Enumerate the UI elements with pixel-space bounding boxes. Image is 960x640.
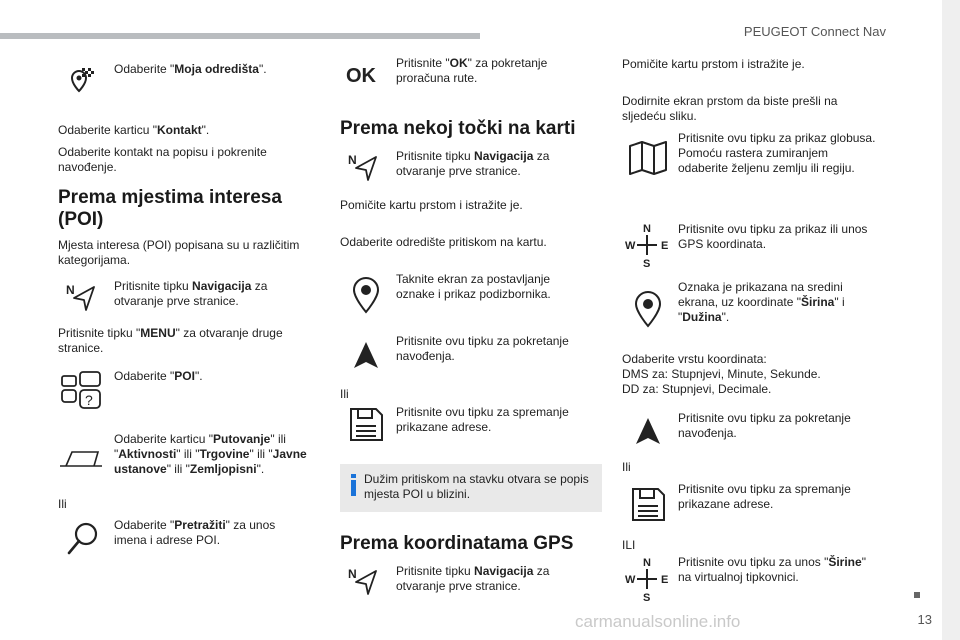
text-odaberite-odrediste: Odaberite odredište pritiskom na kartu. xyxy=(340,235,547,249)
navigation-icon xyxy=(62,278,102,318)
compass-icon xyxy=(624,222,670,268)
end-marker xyxy=(914,592,920,598)
text-ili-4: ILI xyxy=(622,538,636,552)
text-oznaka: Oznaka je prikazana na sredini ekrana, uz koordinate "Širina" i "Dužina". xyxy=(678,280,845,324)
watermark: carmanualsonline.info xyxy=(575,612,741,631)
header-title: PEUGEOT Connect Nav xyxy=(743,24,886,39)
text-gps-koordinate: Pritisnite ovu tipku za prikaz ili unos GPS koordinata. xyxy=(678,222,868,251)
text-taknite: Taknite ekran za postavljanje oznake i prikaz podizbornika. xyxy=(396,272,551,301)
svg-text:N: N xyxy=(643,223,651,235)
svg-text:S: S xyxy=(643,592,651,602)
text-poi: Odaberite "POI". xyxy=(114,369,203,383)
heading-tocka-karta: Prema nekoj točki na karti xyxy=(340,118,576,139)
text-pretraziti: Odaberite "Pretražiti" za unos imena i adrese POI. xyxy=(114,518,276,547)
text-pomicite-2: Pomičite kartu prstom i istražite je. xyxy=(622,57,805,71)
text-spremanje-2: Pritisnite ovu tipku za spremanje prikazane adrese. xyxy=(678,482,851,511)
text-odaberite-kontakt: Odaberite kontakt na popisu i pokrenite navođenje. xyxy=(58,145,267,174)
compass-icon xyxy=(624,556,670,602)
text-dodirnite: Dodirnite ekran prstom da biste prešli na sljedeću sliku. xyxy=(622,94,838,123)
map-globe-icon xyxy=(626,138,670,178)
svg-text:W: W xyxy=(625,574,636,586)
text-ok: Pritisnite "OK" za pokretanje proračuna rute. xyxy=(396,56,548,85)
svg-text:N: N xyxy=(643,557,651,569)
svg-text:N: N xyxy=(348,153,357,167)
text-sirine: Pritisnite ovu tipku za unos "Širine" na virtualnoj tipkovnici. xyxy=(678,555,866,584)
text-ili-1: Ili xyxy=(58,497,67,511)
heading-poi: Prema mjestima interesa (POI) xyxy=(58,187,282,230)
info-note-text: Dužim pritiskom na stavku otvara se popis mjesta POI u blizini. xyxy=(364,472,589,501)
ok-icon xyxy=(342,56,388,96)
text-navigacija-1: Pritisnite tipku Navigacija za otvaranje prve stranice. xyxy=(114,279,268,308)
save-icon xyxy=(346,404,386,444)
text-navigacija-2: Pritisnite tipku Navigacija za otvaranje prve stranice. xyxy=(396,149,550,178)
text-spremanje-1: Pritisnite ovu tipku za spremanje prikazane adrese. xyxy=(396,405,569,434)
flag-pin-icon xyxy=(58,64,98,104)
svg-text:OK: OK xyxy=(346,65,376,87)
search-icon xyxy=(64,520,104,560)
text-navigacija-3: Pritisnite tipku Navigacija za otvaranje prve stranice. xyxy=(396,564,550,593)
top-bar xyxy=(0,33,480,39)
text-vrsta-koordinata: Odaberite vrstu koordinata: DMS za: Stupnjevi, Minute, Sekunde. DD za: Stupnjevi, Decimale. xyxy=(622,352,821,396)
text-ili-2: Ili xyxy=(340,387,349,401)
side-strip xyxy=(942,0,960,640)
svg-text:E: E xyxy=(661,574,669,586)
svg-text:?: ? xyxy=(85,392,93,408)
text-menu: Pritisnite tipku "MENU" za otvaranje druge stranice. xyxy=(58,326,283,355)
text-poi-kategorije: Mjesta interesa (POI) popisana su u različitim kategorijama. xyxy=(58,238,300,267)
text-kategorije-kartica: Odaberite karticu "Putovanje" ili "Aktivnosti" ili "Trgovine" ili "Javne ustanove" ili "Zemljopisni". xyxy=(114,432,307,476)
svg-text:E: E xyxy=(661,240,669,252)
text-kontakt: Odaberite karticu "Kontakt". xyxy=(58,123,210,137)
text-pokretanje-2: Pritisnite ovu tipku za pokretanje navođenja. xyxy=(678,411,851,440)
svg-text:W: W xyxy=(625,240,636,252)
navigation-arrow-icon xyxy=(346,336,386,376)
navigation-arrow-icon xyxy=(628,412,668,452)
text-pokretanje-1: Pritisnite ovu tipku za pokretanje navođenja. xyxy=(396,334,569,363)
heading-gps: Prema koordinatama GPS xyxy=(340,533,574,554)
svg-text:S: S xyxy=(643,258,651,268)
navigation-icon xyxy=(344,562,384,602)
text-pomicite-1: Pomičite kartu prstom i istražite je. xyxy=(340,198,523,212)
text-ili-3: Ili xyxy=(622,460,631,474)
tab-bar-icon xyxy=(58,440,104,480)
save-icon xyxy=(628,484,668,524)
info-note xyxy=(340,464,602,512)
svg-text:N: N xyxy=(348,567,357,581)
page-number: 13 xyxy=(917,612,932,627)
info-icon xyxy=(350,474,357,496)
map-pin-icon xyxy=(628,290,668,330)
text-moja-odredista: Odaberite "Moja odredišta". xyxy=(114,62,267,76)
svg-text:N: N xyxy=(66,283,75,297)
poi-icon xyxy=(60,368,104,412)
navigation-icon xyxy=(344,148,384,188)
text-globus: Pritisnite ovu tipku za prikaz globusa. Pomoću rastera zumiranjem odaberite željenu zemlju ili regiju. xyxy=(678,131,876,175)
map-pin-icon xyxy=(346,276,386,316)
